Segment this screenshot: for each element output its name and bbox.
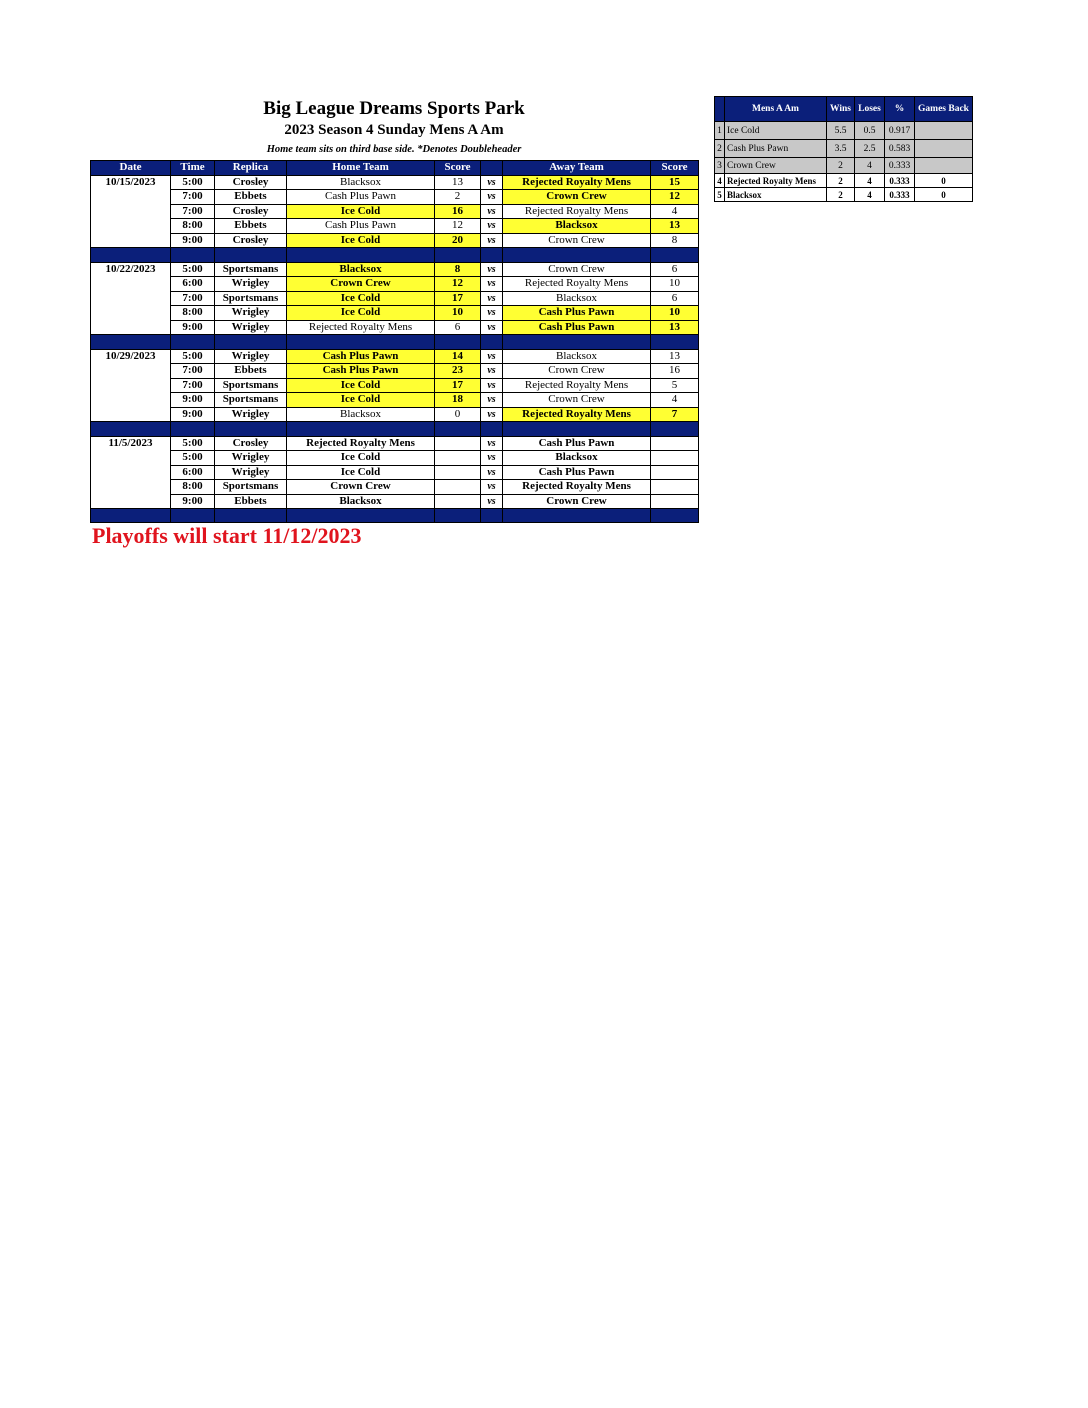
away-score: 12	[651, 190, 699, 205]
standings-rank: 5	[715, 188, 725, 202]
away-score: 13	[651, 349, 699, 364]
game-row	[91, 190, 699, 205]
game-field: Wrigley	[215, 306, 287, 321]
page-subtitle: 2023 Season 4 Sunday Mens A Am	[284, 122, 504, 138]
separator-cell	[435, 335, 481, 350]
col-time: Time	[171, 161, 215, 176]
game-time: 9:00	[171, 393, 215, 408]
game-date	[91, 277, 171, 292]
standings-wins: 3.5	[827, 140, 855, 158]
standings-team: Rejected Royalty Mens	[725, 174, 827, 188]
game-field: Sportsmans	[215, 378, 287, 393]
week-separator	[91, 248, 699, 263]
separator-cell	[435, 422, 481, 437]
standings-row	[715, 174, 973, 188]
game-time: 8:00	[171, 219, 215, 234]
game-row	[91, 262, 699, 277]
col-date: Date	[91, 161, 171, 176]
vs-label: vs	[481, 175, 503, 190]
separator-cell	[287, 509, 435, 523]
away-team: Rejected Royalty Mens	[503, 378, 651, 393]
away-score: 6	[651, 262, 699, 277]
game-time: 9:00	[171, 494, 215, 509]
game-time: 7:00	[171, 378, 215, 393]
standings-team: Cash Plus Pawn	[725, 140, 827, 158]
game-field: Crosley	[215, 175, 287, 190]
game-field: Wrigley	[215, 465, 287, 480]
game-time: 7:00	[171, 291, 215, 306]
home-score: 12	[435, 277, 481, 292]
game-field: Ebbets	[215, 494, 287, 509]
schedule-body	[91, 175, 699, 523]
game-date	[91, 451, 171, 466]
separator-cell	[287, 248, 435, 263]
game-date	[91, 219, 171, 234]
game-field: Sportsmans	[215, 262, 287, 277]
standings-wins: 2	[827, 188, 855, 202]
home-team: Ice Cold	[287, 465, 435, 480]
game-date	[91, 407, 171, 422]
game-time: 9:00	[171, 407, 215, 422]
separator-cell	[651, 248, 699, 263]
game-date: 10/15/2023	[91, 175, 171, 190]
game-time: 8:00	[171, 480, 215, 495]
standings-table	[714, 96, 973, 202]
standings-wins: 5.5	[827, 122, 855, 140]
col-away-team: Away Team	[503, 161, 651, 176]
home-team: Ice Cold	[287, 233, 435, 248]
game-field: Ebbets	[215, 364, 287, 379]
game-date	[91, 204, 171, 219]
separator-cell	[215, 509, 287, 523]
away-team: Crown Crew	[503, 364, 651, 379]
game-row	[91, 364, 699, 379]
standings-body	[715, 122, 973, 202]
away-score: 16	[651, 364, 699, 379]
page-title: Big League Dreams Sports Park	[263, 98, 525, 119]
vs-label: vs	[481, 393, 503, 408]
game-field: Wrigley	[215, 407, 287, 422]
home-score	[435, 436, 481, 451]
game-field: Crosley	[215, 436, 287, 451]
game-row	[91, 349, 699, 364]
standings-pct: 0.333	[885, 174, 915, 188]
game-time: 7:00	[171, 204, 215, 219]
separator-cell	[481, 335, 503, 350]
away-team: Cash Plus Pawn	[503, 306, 651, 321]
away-team: Crown Crew	[503, 393, 651, 408]
standings-rank: 3	[715, 158, 725, 174]
home-team: Ice Cold	[287, 378, 435, 393]
standings-wins: 2	[827, 174, 855, 188]
col-home-score: Score	[435, 161, 481, 176]
home-score: 18	[435, 393, 481, 408]
game-date	[91, 190, 171, 205]
home-team: Cash Plus Pawn	[287, 349, 435, 364]
home-team: Ice Cold	[287, 204, 435, 219]
separator-cell	[481, 248, 503, 263]
separator-cell	[91, 335, 171, 350]
away-score	[651, 480, 699, 495]
home-team: Crown Crew	[287, 480, 435, 495]
home-team: Cash Plus Pawn	[287, 219, 435, 234]
away-team: Cash Plus Pawn	[503, 436, 651, 451]
standings-games-back	[915, 140, 973, 158]
separator-cell	[171, 509, 215, 523]
standings-header-row	[715, 97, 973, 122]
vs-label: vs	[481, 364, 503, 379]
home-score	[435, 465, 481, 480]
game-row	[91, 320, 699, 335]
vs-label: vs	[481, 233, 503, 248]
standings-pct: 0.333	[885, 188, 915, 202]
vs-label: vs	[481, 291, 503, 306]
vs-label: vs	[481, 494, 503, 509]
standings-rank: 2	[715, 140, 725, 158]
game-field: Crosley	[215, 204, 287, 219]
game-time: 8:00	[171, 306, 215, 321]
game-field: Wrigley	[215, 451, 287, 466]
home-score: 17	[435, 378, 481, 393]
standings-col-games-back: Games Back	[915, 97, 973, 122]
game-time: 7:00	[171, 364, 215, 379]
game-time: 5:00	[171, 436, 215, 451]
separator-cell	[91, 509, 171, 523]
game-date	[91, 364, 171, 379]
standings-col-pct: %	[885, 97, 915, 122]
home-score: 10	[435, 306, 481, 321]
home-team: Ice Cold	[287, 393, 435, 408]
separator-cell	[215, 422, 287, 437]
schedule-header-row	[91, 161, 699, 176]
home-score: 17	[435, 291, 481, 306]
away-score: 4	[651, 393, 699, 408]
home-team: Blacksox	[287, 262, 435, 277]
standings-losses: 0.5	[855, 122, 885, 140]
standings-losses: 4	[855, 158, 885, 174]
week-separator	[91, 422, 699, 437]
standings-games-back	[915, 158, 973, 174]
home-team: Ice Cold	[287, 306, 435, 321]
standings-col-losses: Loses	[855, 97, 885, 122]
standings-col-rank	[715, 97, 725, 122]
away-score: 13	[651, 320, 699, 335]
separator-cell	[651, 509, 699, 523]
game-row	[91, 378, 699, 393]
home-team: Cash Plus Pawn	[287, 190, 435, 205]
standings-team: Ice Cold	[725, 122, 827, 140]
standings-wins: 2	[827, 158, 855, 174]
game-field: Ebbets	[215, 219, 287, 234]
home-team: Ice Cold	[287, 451, 435, 466]
home-team: Blacksox	[287, 494, 435, 509]
standings-pct: 0.333	[885, 158, 915, 174]
vs-label: vs	[481, 204, 503, 219]
home-team: Ice Cold	[287, 291, 435, 306]
away-team: Cash Plus Pawn	[503, 320, 651, 335]
standings-row	[715, 122, 973, 140]
vs-label: vs	[481, 378, 503, 393]
standings-pct: 0.583	[885, 140, 915, 158]
game-row	[91, 465, 699, 480]
home-score: 6	[435, 320, 481, 335]
game-time: 5:00	[171, 262, 215, 277]
game-field: Crosley	[215, 233, 287, 248]
away-team: Blacksox	[503, 219, 651, 234]
away-score: 13	[651, 219, 699, 234]
game-time: 9:00	[171, 233, 215, 248]
away-score	[651, 451, 699, 466]
game-time: 5:00	[171, 349, 215, 364]
home-team: Rejected Royalty Mens	[287, 436, 435, 451]
separator-cell	[503, 422, 651, 437]
home-team: Cash Plus Pawn	[287, 364, 435, 379]
standings-games-back: 0	[915, 174, 973, 188]
home-score: 12	[435, 219, 481, 234]
home-team: Blacksox	[287, 407, 435, 422]
game-date	[91, 233, 171, 248]
game-row	[91, 494, 699, 509]
home-score: 23	[435, 364, 481, 379]
separator-cell	[651, 422, 699, 437]
game-time: 5:00	[171, 451, 215, 466]
separator-cell	[481, 422, 503, 437]
standings-row	[715, 158, 973, 174]
game-date: 10/29/2023	[91, 349, 171, 364]
game-date	[91, 306, 171, 321]
standings-team: Crown Crew	[725, 158, 827, 174]
game-row	[91, 175, 699, 190]
playoff-note: Playoffs will start 11/12/2023	[92, 523, 362, 548]
separator-cell	[503, 335, 651, 350]
separator-cell	[215, 335, 287, 350]
away-team: Crown Crew	[503, 262, 651, 277]
game-row	[91, 393, 699, 408]
game-row	[91, 306, 699, 321]
away-team: Blacksox	[503, 349, 651, 364]
away-score	[651, 436, 699, 451]
standings-row	[715, 188, 973, 202]
vs-label: vs	[481, 465, 503, 480]
vs-label: vs	[481, 349, 503, 364]
game-row	[91, 407, 699, 422]
game-row	[91, 480, 699, 495]
game-field: Wrigley	[215, 277, 287, 292]
separator-cell	[171, 422, 215, 437]
separator-cell	[287, 422, 435, 437]
vs-label: vs	[481, 320, 503, 335]
standings-games-back	[915, 122, 973, 140]
separator-cell	[171, 248, 215, 263]
home-team: Blacksox	[287, 175, 435, 190]
separator-cell	[435, 248, 481, 263]
game-date: 10/22/2023	[91, 262, 171, 277]
game-date	[91, 378, 171, 393]
separator-cell	[651, 335, 699, 350]
away-score	[651, 494, 699, 509]
game-date	[91, 465, 171, 480]
away-score: 10	[651, 306, 699, 321]
away-score: 4	[651, 204, 699, 219]
standings-losses: 2.5	[855, 140, 885, 158]
home-team: Crown Crew	[287, 277, 435, 292]
home-score: 14	[435, 349, 481, 364]
away-team: Blacksox	[503, 451, 651, 466]
standings-losses: 4	[855, 174, 885, 188]
game-row	[91, 451, 699, 466]
vs-label: vs	[481, 190, 503, 205]
col-vs	[481, 161, 503, 176]
vs-label: vs	[481, 277, 503, 292]
week-separator	[91, 335, 699, 350]
standings-games-back: 0	[915, 188, 973, 202]
separator-cell	[91, 248, 171, 263]
game-date	[91, 393, 171, 408]
away-team: Crown Crew	[503, 233, 651, 248]
home-score: 8	[435, 262, 481, 277]
away-score: 5	[651, 378, 699, 393]
away-team: Rejected Royalty Mens	[503, 175, 651, 190]
game-field: Sportsmans	[215, 480, 287, 495]
game-row	[91, 291, 699, 306]
standings-team: Blacksox	[725, 188, 827, 202]
separator-cell	[91, 422, 171, 437]
game-date	[91, 291, 171, 306]
game-date: 11/5/2023	[91, 436, 171, 451]
home-score: 13	[435, 175, 481, 190]
home-score: 0	[435, 407, 481, 422]
week-separator	[91, 509, 699, 523]
game-row	[91, 277, 699, 292]
game-date	[91, 494, 171, 509]
standings-losses: 4	[855, 188, 885, 202]
away-team: Rejected Royalty Mens	[503, 480, 651, 495]
separator-cell	[287, 335, 435, 350]
schedule-table	[90, 160, 699, 523]
away-score: 7	[651, 407, 699, 422]
separator-cell	[171, 335, 215, 350]
game-row	[91, 204, 699, 219]
game-time: 7:00	[171, 190, 215, 205]
game-time: 5:00	[171, 175, 215, 190]
away-score: 6	[651, 291, 699, 306]
home-score: 20	[435, 233, 481, 248]
game-field: Wrigley	[215, 349, 287, 364]
standings-pct: 0.917	[885, 122, 915, 140]
vs-label: vs	[481, 306, 503, 321]
vs-label: vs	[481, 436, 503, 451]
game-time: 6:00	[171, 277, 215, 292]
col-home-team: Home Team	[287, 161, 435, 176]
game-field: Sportsmans	[215, 291, 287, 306]
standings-col-wins: Wins	[827, 97, 855, 122]
game-row	[91, 233, 699, 248]
away-score: 10	[651, 277, 699, 292]
away-score: 8	[651, 233, 699, 248]
home-team: Rejected Royalty Mens	[287, 320, 435, 335]
vs-label: vs	[481, 219, 503, 234]
away-score: 15	[651, 175, 699, 190]
vs-label: vs	[481, 480, 503, 495]
home-score: 16	[435, 204, 481, 219]
standings-rank: 1	[715, 122, 725, 140]
schedule-note: Home team sits on third base side. *Denotes Doubleheader	[266, 144, 522, 155]
home-score	[435, 480, 481, 495]
separator-cell	[435, 509, 481, 523]
separator-cell	[215, 248, 287, 263]
home-score: 2	[435, 190, 481, 205]
away-team: Blacksox	[503, 291, 651, 306]
game-field: Wrigley	[215, 320, 287, 335]
away-team: Crown Crew	[503, 190, 651, 205]
game-field: Ebbets	[215, 190, 287, 205]
standings-row	[715, 140, 973, 158]
away-score	[651, 465, 699, 480]
away-team: Rejected Royalty Mens	[503, 277, 651, 292]
game-row	[91, 436, 699, 451]
away-team: Rejected Royalty Mens	[503, 204, 651, 219]
vs-label: vs	[481, 451, 503, 466]
home-score	[435, 451, 481, 466]
vs-label: vs	[481, 262, 503, 277]
away-team: Cash Plus Pawn	[503, 465, 651, 480]
standings-col-division: Mens A Am	[725, 97, 827, 122]
col-replica: Replica	[215, 161, 287, 176]
separator-cell	[481, 509, 503, 523]
col-away-score: Score	[651, 161, 699, 176]
separator-cell	[503, 509, 651, 523]
standings-rank: 4	[715, 174, 725, 188]
game-time: 6:00	[171, 465, 215, 480]
separator-cell	[503, 248, 651, 263]
home-score	[435, 494, 481, 509]
away-team: Rejected Royalty Mens	[503, 407, 651, 422]
game-time: 9:00	[171, 320, 215, 335]
game-row	[91, 219, 699, 234]
vs-label: vs	[481, 407, 503, 422]
away-team: Crown Crew	[503, 494, 651, 509]
game-date	[91, 480, 171, 495]
game-date	[91, 320, 171, 335]
game-field: Sportsmans	[215, 393, 287, 408]
